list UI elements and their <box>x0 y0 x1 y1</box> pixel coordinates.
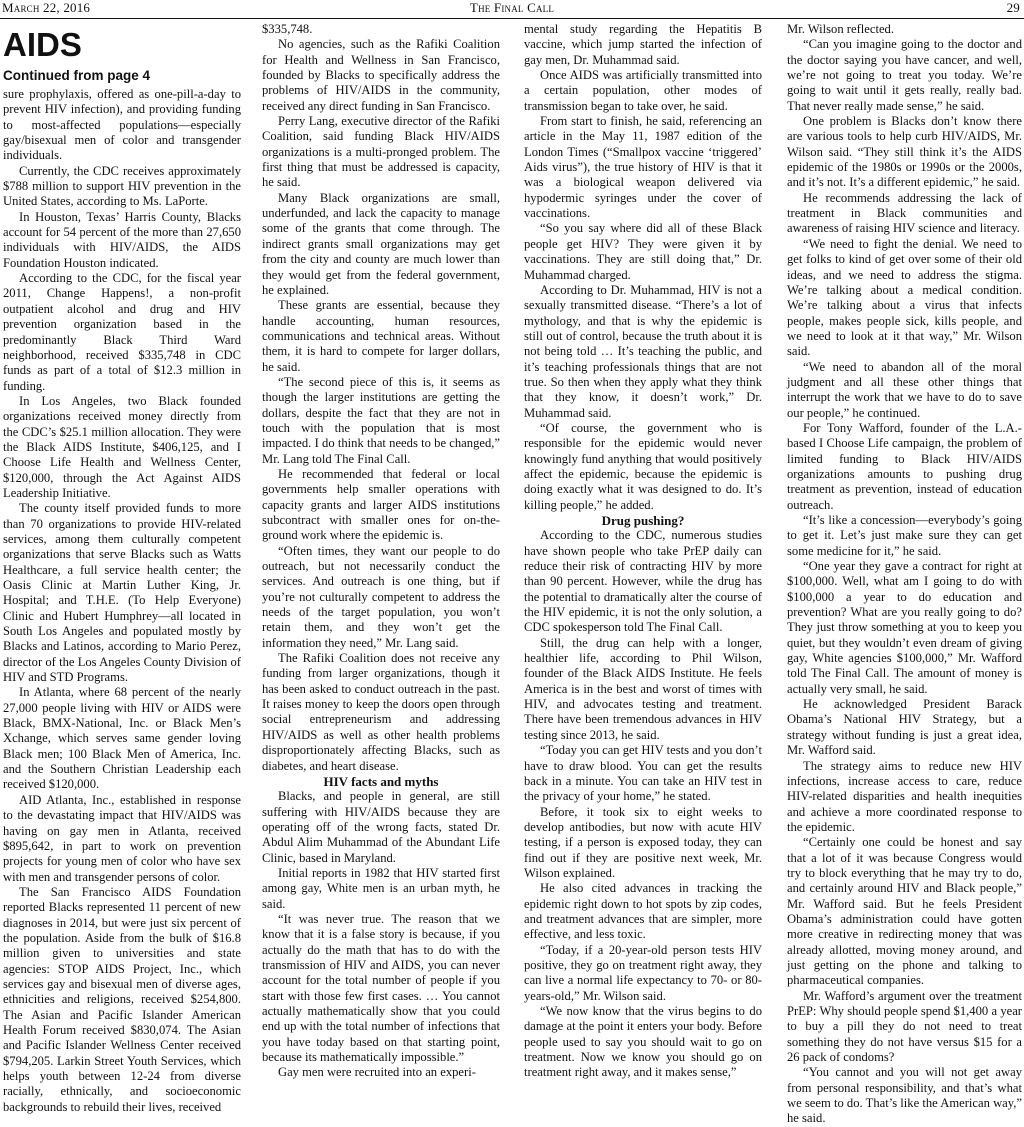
article-paragraph: Gay men were recruited into an experi- <box>278 1065 476 1080</box>
page-header <box>0 0 1024 19</box>
article-paragraph: The county itself provided funds to more than 70 organizations to provide HIV-related services, among them culturally competent organizations that serve Blacks such as Watts Healthcare, a full service health center; the Oasis Clinic at Martin Luther King, Jr. Hospital; and T.H.E. (To Help Everyone) Clinic and Hubert Humphrey—all located in South Los Angeles and populated mostly by Blacks and Latinos, according to Mario Perez, director of the Los Angeles County Division of HIV and STD Programs. <box>3 501 241 685</box>
article-headline: AIDS <box>3 26 82 63</box>
article-paragraph: Many Black organizations are small, underfunded, and lack the capacity to manage some of the grants that come through. The indirect grants small organizations may get from the city and county are much lower than they would get from the federal government, he explained. <box>262 190 500 297</box>
column-4-body <box>787 22 1022 1127</box>
article-paragraph: Initial reports in 1982 that HIV started first among gay, White men is an urban myth, he said. <box>262 865 500 911</box>
article-paragraph: Mr. Wafford’s argument over the treatment PrEP: Why should people spend $1,400 a year to buy a pill they do not need to treat something they do not have versus $15 for a 26 pack of condoms? <box>787 988 1022 1065</box>
article-paragraph: “It was never true. The reason that we know that it is a false story is because, if you actually do the math that has to do with the transmission of HIV and AIDS, you can never account for the total number of people if you start with those few first cases. … You cannot actually mathematically show that you could end up with the total number of infections that you have today based on that starting point, because its mathematically impossible.” <box>262 911 500 1065</box>
article-paragraph: “You cannot and you will not get away from personal responsibility, and that’s what we seem to do. That’s like the American way,” he said. <box>787 1065 1022 1126</box>
article-paragraph: In Los Angeles, two Black founded organizations received money directly from the CDC’s $25.1 million allocation. They were the Black AIDS Institute, $406,125, and I Choose Life Health and Wellness Center, $120,000, through the Act Against AIDS Leadership Initiative. <box>3 393 241 500</box>
article-column-4 <box>787 22 1022 1126</box>
continued-from-note: Continued from page 4 <box>3 68 151 83</box>
article-paragraph: “One year they gave a contract for right at $100,000. Well, what am I going to do with $100,000 a year to do education and prevention? What are you really going to do? They just throw something at you to keep you quiet, but they wouldn’t even dream of giving gay, White agencies $100,000,” Mr. Wafford told The Final Call. The amount of money is actually very small, he said. <box>787 559 1022 696</box>
article-paragraph: According to Dr. Muhammad, HIV is not a sexually transmitted disease. “There’s a lot of mythology, and that is why the epidemic is still out of control, because the truth about it is not being told … It’s teaching the public, and it’s teaching professionals things that are not true. So then when they apply what they think that they know, it doesn’t work,” Dr. Muhammad said. <box>524 282 762 420</box>
article-column-3 <box>524 22 762 1102</box>
article-paragraph: Blacks, and people in general, are still suffering with HIV/AIDS because they are operating off of the wrong facts, stated Dr. Abdul Alim Muhammad of the Abundant Life Clinic, based in Maryland. <box>262 789 500 865</box>
article-paragraph: Before, it took six to eight weeks to develop antibodies, but now with acute HIV testing, if a person is exposed today, they can find out if they are positive next week, Mr. Wilson explained. <box>524 804 762 880</box>
article-paragraph: “Can you imagine going to the doctor and the doctor saying you have cancer, and well, we’re not going to treat you today. We’re going to wait until it gets really, really bad. That never really made sense,” he said. <box>787 37 1022 113</box>
article-paragraph: The San Francisco AIDS Foundation reported Blacks represented 11 percent of new diagnoses in 2014, but were just six percent of the population. Aside from the bulk of $16.8 million given to universities and state agencies: STOP AIDS Project, Inc., which services gay and bisexual men of diverse ages, ethnicities and religions, received $254,800. The Asian and Pacific Islander American Health Forum received $830,074. The Asian and Pacific Islander Wellness Center received $794,205. Larkin Street Youth Services, which helps youth between 12-24 from diverse racially, ethnically, and socioeconomic backgrounds to rebuild their lives, received <box>3 884 241 1114</box>
article-column-2 <box>262 22 500 1102</box>
page-number: 29 <box>1006 0 1020 15</box>
publication-name: The Final Call <box>469 0 555 15</box>
article-paragraph: “Today you can get HIV tests and you don’t have to draw blood. You can get the results back in a minute. You can take an HIV test in the privacy of your home,” he stated. <box>524 743 762 804</box>
article-paragraph: Perry Lang, executive director of the Rafiki Coalition, said funding Black HIV/AIDS organizations is a multi-pronged problem. The first thing that must be addressed is capacity, he said. <box>262 114 500 190</box>
issue-date: March 22, 2016 <box>2 0 91 15</box>
article-paragraph: One problem is Blacks don’t know there are various tools to help curb HIV/AIDS, Mr. Wilson said. “They still think it’s the AIDS epidemic of the 1980s or 1990s or the 2000s, and it’s not. It’s a different epidemic,” he said. <box>787 114 1022 190</box>
article-paragraph: In Atlanta, where 68 percent of the nearly 27,000 people living with HIV or AIDS were Black, BMX-National, Inc. or Black Men’s Xchange, which serves same gender loving Black men; 100 Black Men of America, Inc. and the Southern Christian Leadership each received $120,000. <box>3 685 241 792</box>
article-paragraph: These grants are essential, because they handle accounting, human resources, communications and technical areas. Without them, it is hard to compete for larger dollars, he said. <box>262 298 500 374</box>
article-paragraph: He recommends addressing the lack of treatment in Black communities and awareness of raising HIV science and literacy. <box>787 190 1022 236</box>
article-paragraph: “So you say where did all of these Black people get HIV? They were given it by vaccinations. They are still doing that,” Dr. Muhammad charged. <box>524 221 762 282</box>
article-paragraph: In Houston, Texas’ Harris County, Blacks account for 54 percent of the more than 27,650 individuals with HIV/AIDS, the AIDS Foundation Houston indicated. <box>3 209 241 270</box>
article-paragraph: Currently, the CDC receives approximately $788 million to support HIV prevention in the United States, according to Ms. LaPorte. <box>3 163 241 209</box>
article-paragraph: sure prophylaxis, offered as one-pill-a-day to prevent HIV infection), and providing funding to most-affected populations—especially gay/bisexual men of color and transgender individuals. <box>3 87 241 163</box>
column-2-body-continued <box>262 789 500 1081</box>
article-paragraph: For Tony Wafford, founder of the L.A.-based I Choose Life campaign, the problem of limited funding to Black HIV/AIDS organizations amounts to pushing drug treatment as prevention, instead of education outreach. <box>787 420 1022 512</box>
article-column-1 <box>3 25 241 1114</box>
article-paragraph: “We now know that the virus begins to do damage at the point it enters your body. Before people used to say you should wait to go on treatment. Now we know you should go on treatment right away, and it makes sense,” <box>524 1004 762 1080</box>
article-paragraph: “The second piece of this is, it seems as though the larger institutions are getting the dollars, despite the fact that they are not in touch with the population that is most impacted. I do think that needs to be changed,” Mr. Lang told The Final Call. <box>262 374 500 466</box>
article-paragraph: Once AIDS was artificially transmitted into a certain population, other modes of transmission began to take over, he said. <box>524 68 762 113</box>
article-paragraph: “Certainly one could be honest and say that a lot of it was because Congress would try to block everything that he may try to do, and certainly around HIV and Black people,” Mr. Wafford said. But he feels President Obama’s administration could have gotten more creative in redirecting money that was already allotted, moving money around, and just getting on the phone and talking to pharmaceutical companies. <box>787 835 1022 988</box>
article-paragraph: He also cited advances in tracking the epidemic right down to hot spots by zip codes, and treatment advances that are simpler, more effective, and less toxic. <box>524 881 762 942</box>
column-3-body-continued <box>524 528 762 1080</box>
article-paragraph: No agencies, such as the Rafiki Coalition for Health and Wellness in San Francisco, founded by Blacks to specifically address the problems of HIV/AIDS in the community, received any direct funding in San Francisco. <box>262 37 500 113</box>
article-paragraph: AID Atlanta, Inc., established in response to the devastating impact that HIV/AIDS was having on gay men in Atlanta, received $895,642, in part to work on prevention projects for young men of color who have sex with men and transgender persons of color. <box>3 792 241 884</box>
article-paragraph: According to the CDC, numerous studies have shown people who take PrEP daily can reduce their risk of contracting HIV by more than 90 percent. However, while the drug has the potential to dramatically alter the course of the HIV epidemic, it is not the only solution, a CDC spokesperson told The Final Call. <box>524 528 762 635</box>
article-paragraph: Still, the drug can help with a longer, healthier life, according to Phil Wilson, founder of the Black AIDS Institute. He feels America is in the best and worst of times with HIV, and advocates testing and treatment. There have been tremendous advances in HIV testing since 2013, he said. <box>524 635 762 742</box>
article-paragraph: The Rafiki Coalition does not receive any funding from larger organizations, though it has been asked to conduct outreach in the past. It raises money to keep the doors open through social entrepreneurism and addressing HIV/AIDS as well as other health problems disproportionately affecting Blacks, such as diabetes, and heart disease. <box>262 651 500 773</box>
article-paragraph: mental study regarding the Hepatitis B vaccine, which jump started the infection of gay men, Dr. Muhammad said. <box>524 22 762 67</box>
article-paragraph: He recommended that federal or local governments help smaller operations with capacity grants and larger AIDS institutions subcontract with smaller ones for on-the-ground work where the epidemic is. <box>262 466 500 543</box>
article-paragraph: “Of course, the government who is responsible for the epidemic would never knowingly fund anything that would positively affect the epidemic, because the epidemic is doing exactly what it was designed to do. It’s killing people,” he added. <box>524 420 762 512</box>
article-paragraph: “It’s like a concession—everybody’s going to get it. Let’s just make sure they can get some medicine for it,” he said. <box>787 513 1022 558</box>
article-paragraph: “Often times, they want our people to do outreach, but not necessarily conduct the services. And outreach is one thing, but if you’re not culturally competent to address the needs of the target population, you won’t retain them, and they won’t get the information they need,” Mr. Lang said. <box>262 543 500 650</box>
article-paragraph: $335,748. <box>262 22 313 36</box>
article-paragraph: “We need to fight the denial. We need to get folks to kind of get over some of their old ideas, and we need to address the stigma. We’re talking about a medical condition. We’re talking about a virus that infects people, makes people sick, kills people, and we need to look at it that way,” Mr. Wilson said. <box>787 236 1022 359</box>
column-3-body <box>524 22 762 513</box>
article-paragraph: According to the CDC, for the fiscal year 2011, Change Happens!, a non-profit outpatient alcohol and drug and HIV prevention organization based in the predominantly Black Third Ward neighborhood, received $335,748 in CDC funds as part of a total of $12.3 million in funding. <box>3 271 241 393</box>
article-paragraph: Mr. Wilson reflected. <box>787 22 894 36</box>
column-1-body <box>3 87 241 1115</box>
subheading-drug-pushing: Drug pushing? <box>601 513 685 528</box>
article-paragraph: The strategy aims to reduce new HIV infections, increase access to care, reduce HIV-related disparities and health inequities and achieve a more coordinated response to the epidemic. <box>787 758 1022 834</box>
article-paragraph: “Today, if a 20-year-old person tests HIV positive, they go on treatment right away, they can live a normal life expectancy to 70- or 80-years-old,” Mr. Wilson said. <box>524 942 762 1003</box>
subheading-hiv-facts: HIV facts and myths <box>323 773 439 789</box>
article-paragraph: From start to finish, he said, referencing an article in the May 11, 1987 edition of the London Times (“Smallpox vaccine ‘triggered’ Aids virus”), the true history of HIV is that it was a biological weapon delivered via hypodermic syringes under the cover of vaccinations. <box>524 114 762 221</box>
article-paragraph: He acknowledged President Barack Obama’s National HIV Strategy, but a strategy without funding is just a great idea, Mr. Wafford said. <box>787 697 1022 758</box>
article-paragraph: “We need to abandon all of the moral judgment and all these other things that interrupt the work that we have to do to save our people,” he continued. <box>787 359 1022 420</box>
column-2-body <box>262 22 500 774</box>
